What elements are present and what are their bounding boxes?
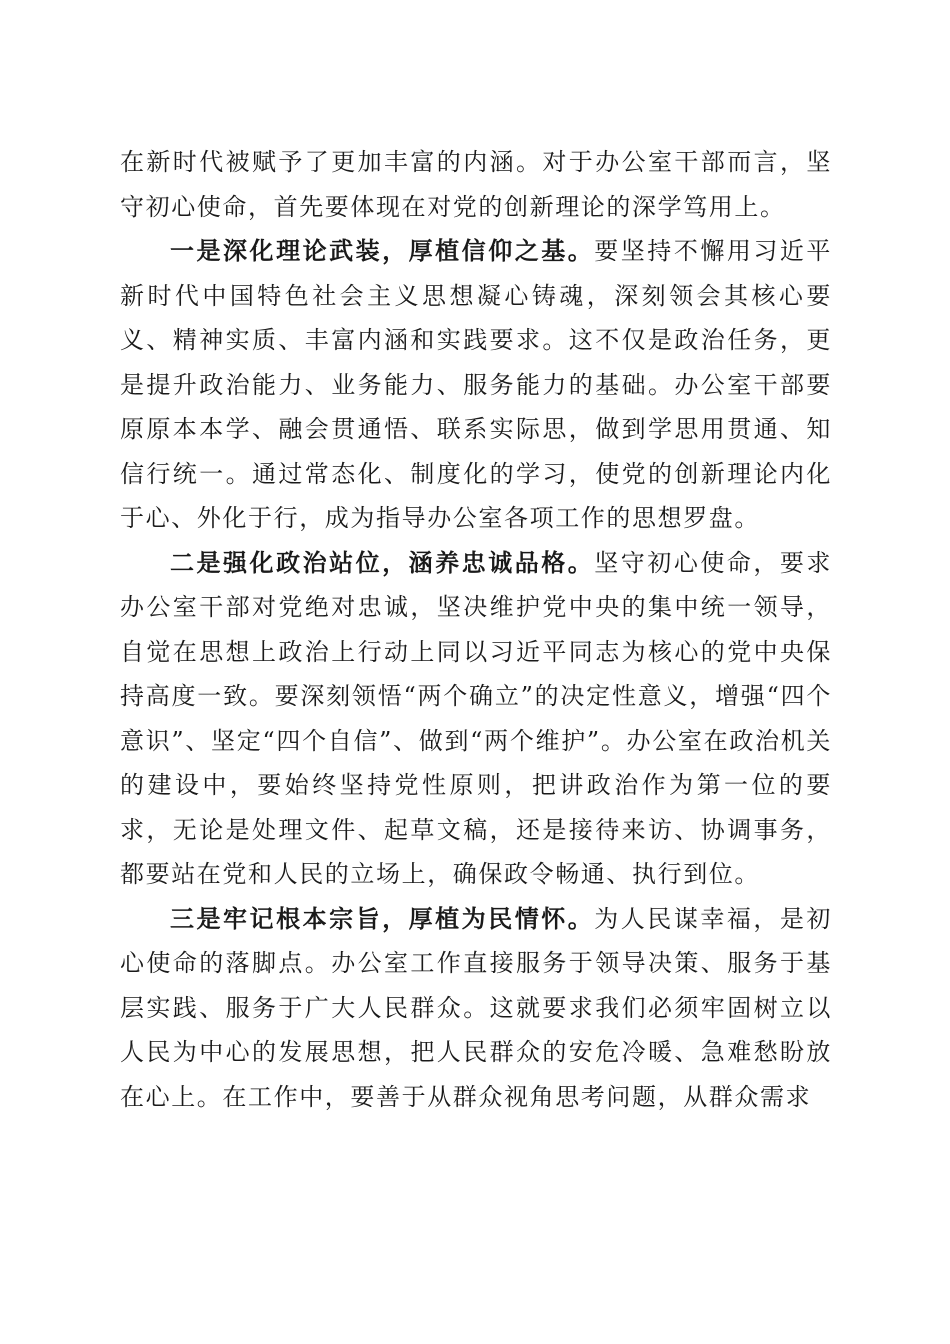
paragraph-heading: 一是深化理论武装，厚植信仰之基。 [170, 236, 595, 265]
paragraph-heading: 三是牢记根本宗旨，厚植为民情怀。 [170, 903, 595, 933]
paragraph-intro-continuation [120, 140, 832, 229]
paragraph-body: 坚守初心使命，要求办公室干部对党绝对忠诚，坚决维护党中央的集中统一领导，自觉在思想上政治上行动上同以习近平同志为核心的党中央保持高度一致。要深刻领悟“两个确立”的决定性意义，增强“四个意识”、坚定“四个自信”、做到“两个维护”。办公室在政治机关的建设中，要始终坚持党性原则，把讲政治作为第一位的要求，无论是处理文件、起草文稿，还是接待来访、协调事务，都要站在党和人民的立场上，确保政令畅通、执行到位。 [120, 548, 832, 888]
paragraph-heading: 二是强化政治站位，涵养忠诚品格。 [170, 547, 595, 577]
paragraph-body: 在新时代被赋予了更加丰富的内涵。对于办公室干部而言，坚守初心使命，首先要体现在对党的创新理论的深学笃用上。 [120, 148, 832, 221]
paragraph-body: 要坚持不懈用习近平新时代中国特色社会主义思想凝心铸魂，深刻领会其核心要义、精神实质、丰富内涵和实践要求。这不仅是政治任务，更是提升政治能力、业务能力、服务能力的基础。办公室干部要原原本本学、融会贯通悟、联系实际思，做到学思用贯通、知信行统一。通过常态化、制度化的学习，使党的创新理论内化于心、外化于行，成为指导办公室各项工作的思想罗盘。 [120, 237, 832, 532]
paragraph-point-one [120, 229, 832, 541]
paragraph-point-two [120, 541, 832, 897]
paragraph-point-three [120, 897, 832, 1120]
document-page [120, 140, 832, 1119]
paragraph-body: 为人民谋幸福，是初心使命的落脚点。办公室工作直接服务于领导决策、服务于基层实践、服务于广大人民群众。这就要求我们必须牢固树立以人民为中心的发展思想，把人民群众的安危冷暖、急难愁盼放在心上。在工作中，要善于从群众视角思考问题，从群众需求 [120, 904, 832, 1111]
